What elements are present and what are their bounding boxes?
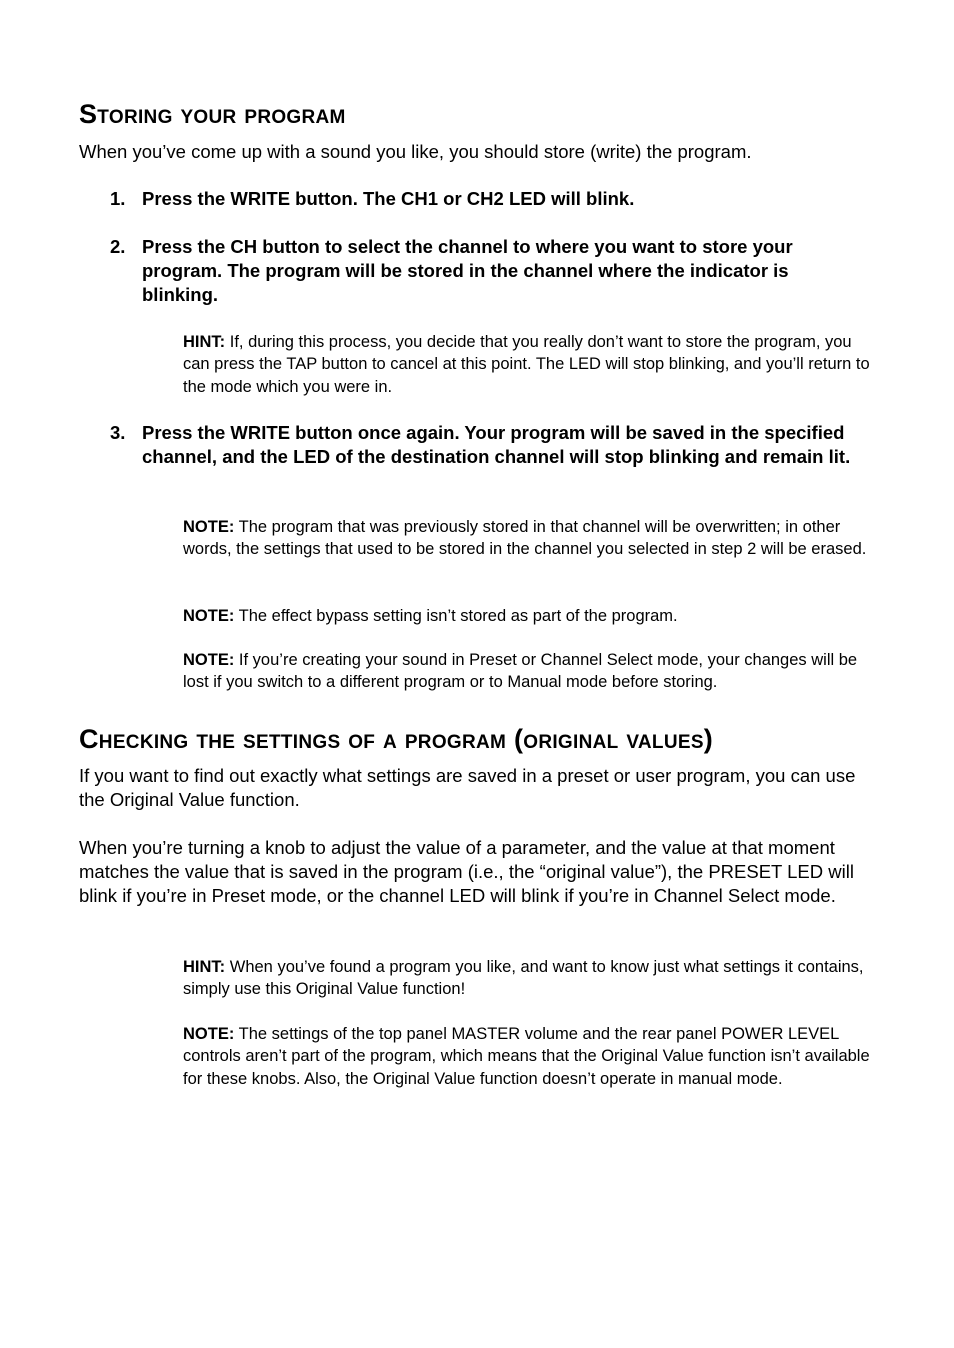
step-text: Press the CH button to select the channel to where you want to store your program. The program will be stored in the channel where the indicator is blinking.	[142, 236, 793, 305]
step-2	[110, 235, 862, 307]
step-number: 3.	[110, 422, 126, 443]
step-text: Press the WRITE button. The CH1 or CH2 LED will blink.	[142, 188, 635, 209]
hint-label: HINT:	[183, 958, 226, 976]
storing-intro-paragraph: When you’ve come up with a sound you like, you should store (write) the program.	[79, 141, 752, 162]
note-text: The settings of the top panel MASTER volume and the rear panel POWER LEVEL controls aren’t part of the program, which means that the Original Value function isn’t available for these knobs. Also, the Original Value function doesn’t operate in manual mode.	[183, 1025, 870, 1088]
section-heading-storing-program: Storing your program	[79, 99, 346, 129]
hint-text: When you’ve found a program you like, and want to know just what settings it contains, simply use this Original Value function!	[183, 958, 864, 999]
note-label: NOTE:	[183, 1025, 235, 1043]
hint-cancel-store	[183, 331, 879, 398]
hint-label: HINT:	[183, 333, 226, 351]
section-heading-checking-settings: Checking the settings of a program (original values)	[79, 724, 714, 754]
note-changes-lost	[183, 649, 879, 694]
note-text: The effect bypass setting isn’t stored as part of the program.	[234, 607, 678, 625]
hint-original-value	[183, 956, 879, 1001]
note-master-power-level	[183, 1023, 879, 1090]
step-3	[110, 421, 862, 469]
note-label: NOTE:	[183, 518, 235, 536]
note-bypass	[183, 605, 879, 627]
checking-paragraph-1: If you want to find out exactly what settings are saved in a preset or user program, you can use the Original Value function.	[79, 765, 856, 810]
note-label: NOTE:	[183, 607, 235, 625]
note-label: NOTE:	[183, 651, 235, 669]
step-text: Press the WRITE button once again. Your program will be saved in the specified channel, and the LED of the destination channel will stop blinking and remain lit.	[142, 422, 851, 467]
note-overwrite	[183, 516, 879, 561]
step-number: 2.	[110, 236, 126, 257]
step-1	[110, 187, 862, 211]
step-number: 1.	[110, 188, 126, 209]
hint-text: If, during this process, you decide that you really don’t want to store the program, you can press the TAP button to cancel at this point. The LED will stop blinking, and you’ll return to the mode which you were in.	[183, 333, 870, 396]
checking-paragraph-2: When you’re turning a knob to adjust the value of a parameter, and the value at that moment matches the value that is saved in the program (i.e., the “original value”), the PRESET LED will blink if you’re in Preset mode, or the channel LED will blink if you’re in Channel Select mode.	[79, 837, 854, 906]
note-text: If you’re creating your sound in Preset or Channel Select mode, your changes will be lost if you switch to a different program or to Manual mode before storing.	[183, 651, 858, 692]
note-text: The program that was previously stored in that channel will be overwritten; in other words, the settings that used to be stored in the channel you selected in step 2 will be erased.	[183, 518, 867, 559]
